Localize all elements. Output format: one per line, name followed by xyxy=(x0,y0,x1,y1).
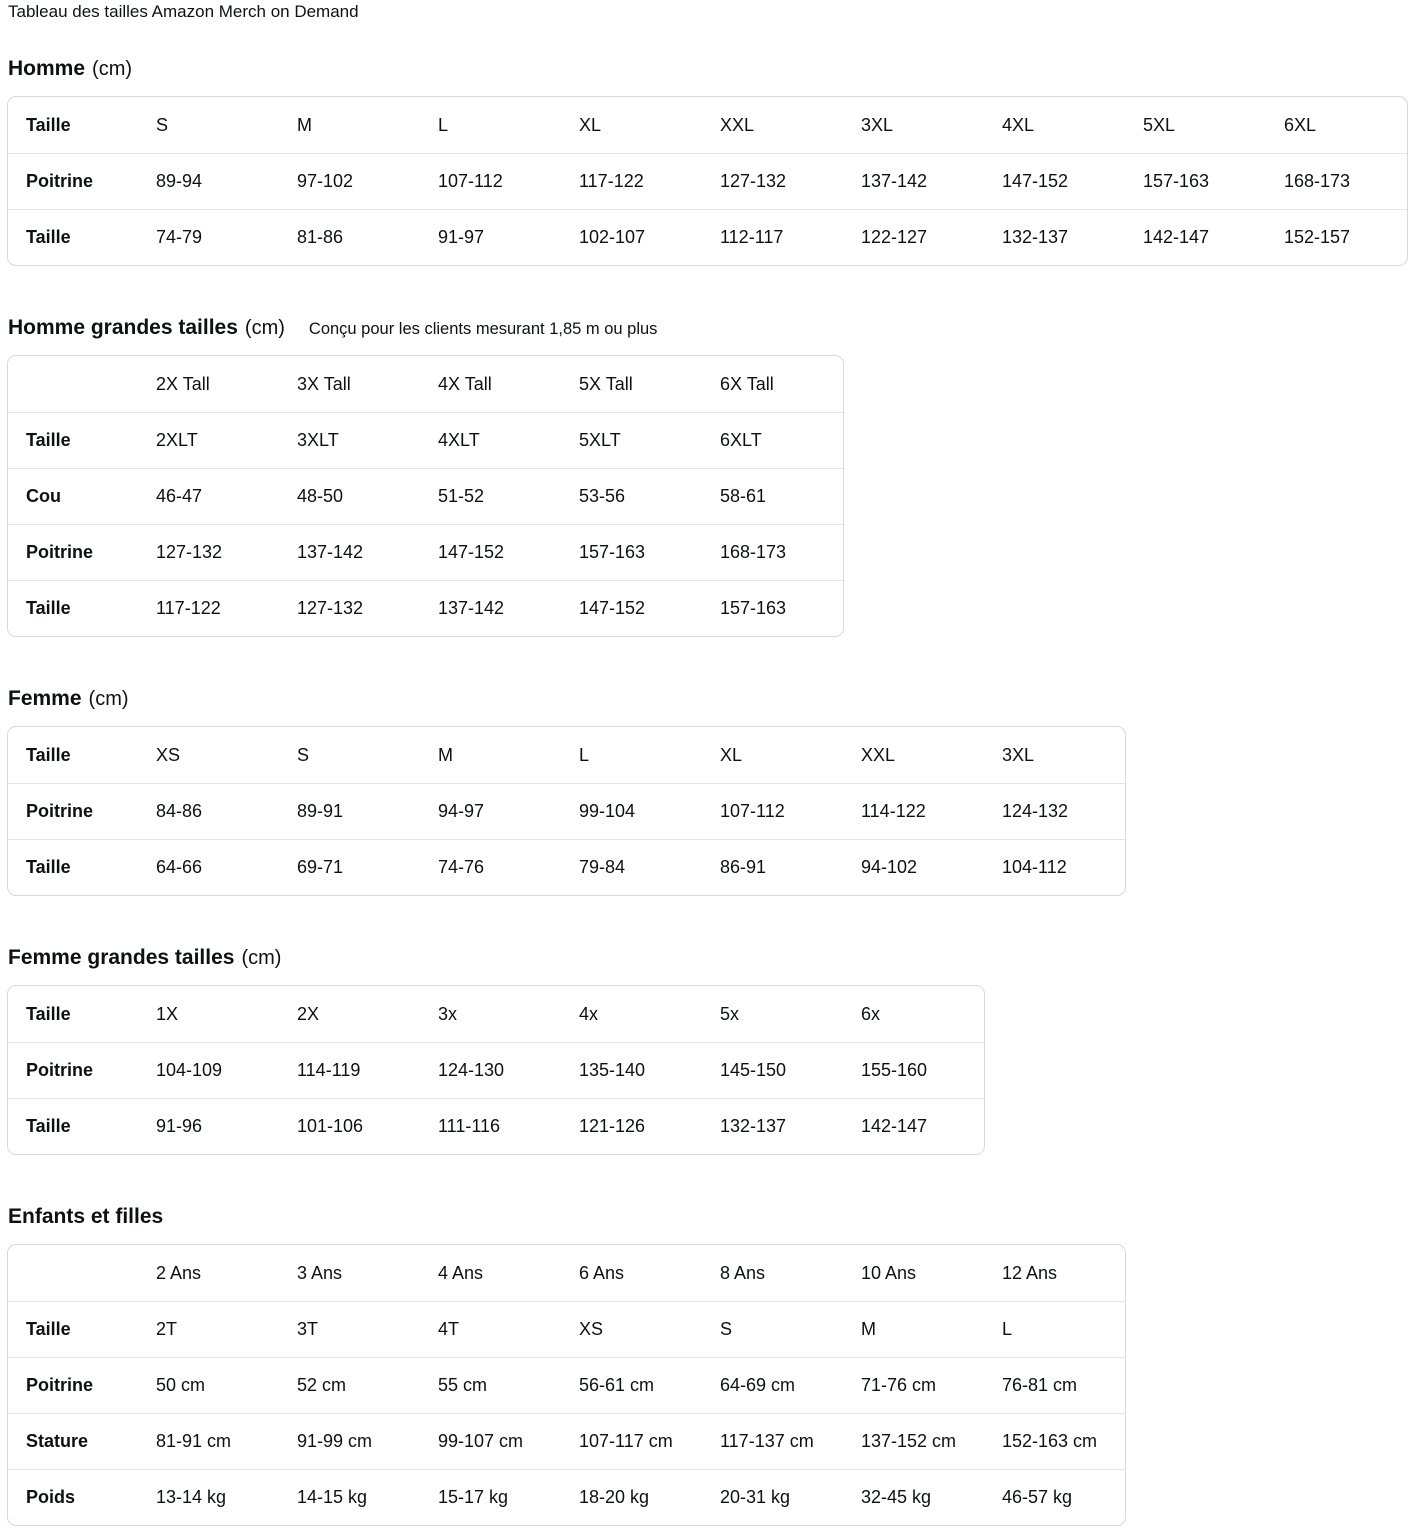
data-cell: 32-45 kg xyxy=(843,1469,984,1525)
page-title: Tableau des tailles Amazon Merch on Demand xyxy=(8,2,359,21)
data-cell: 137-142 xyxy=(843,153,984,209)
table-row xyxy=(8,1301,1125,1357)
row-label-cell: Poids xyxy=(8,1469,138,1525)
data-cell: 55 cm xyxy=(420,1357,561,1413)
size-table-homme xyxy=(7,96,1408,266)
data-cell: 64-69 cm xyxy=(702,1357,843,1413)
section-title: Femme xyxy=(8,687,82,710)
table-row xyxy=(8,1469,1125,1525)
data-cell: 137-152 cm xyxy=(843,1413,984,1469)
size-table-enfants-et-filles xyxy=(7,1244,1126,1526)
data-cell: 135-140 xyxy=(561,1042,702,1098)
column-header-cell: L xyxy=(579,744,590,765)
data-cell: 157-163 xyxy=(702,580,843,636)
table-row xyxy=(8,783,1125,839)
column-header-cell: 6x xyxy=(861,1003,881,1024)
row-label-cell: Poitrine xyxy=(8,524,138,580)
data-cell: 112-117 xyxy=(702,209,843,265)
data-cell: 20-31 kg xyxy=(702,1469,843,1525)
column-header-cell: 5X Tall xyxy=(579,373,633,394)
data-cell: 107-112 xyxy=(420,153,561,209)
data-cell: 152-163 cm xyxy=(984,1413,1125,1469)
column-header-cell: XL xyxy=(579,114,602,135)
data-cell: 168-173 xyxy=(702,524,843,580)
column-header-cell: M xyxy=(438,744,453,765)
table-row xyxy=(8,580,843,636)
table-header-row xyxy=(8,727,1125,783)
row-label-cell: Taille xyxy=(26,1003,71,1024)
column-header-cell: 2X Tall xyxy=(156,373,210,394)
column-header-cell: 6XL xyxy=(1284,114,1317,135)
data-cell: 137-142 xyxy=(420,580,561,636)
data-cell: 121-126 xyxy=(561,1098,702,1154)
table-row xyxy=(8,1413,1125,1469)
data-cell: 86-91 xyxy=(702,839,843,895)
column-header-cell: 2X xyxy=(297,1003,320,1024)
data-cell: 46-47 xyxy=(138,468,279,524)
data-cell: 155-160 xyxy=(843,1042,984,1098)
column-header-cell: 4XL xyxy=(1002,114,1035,135)
data-cell: 4XLT xyxy=(420,412,561,468)
section-title: Femme grandes tailles xyxy=(8,946,235,969)
table-row xyxy=(8,209,1407,265)
data-cell: M xyxy=(843,1301,984,1357)
data-cell: XS xyxy=(561,1301,702,1357)
data-cell: 127-132 xyxy=(138,524,279,580)
data-cell: 132-137 xyxy=(984,209,1125,265)
table-header-row xyxy=(8,986,984,1042)
section-title-unit: (cm) xyxy=(92,58,133,80)
data-cell: 4T xyxy=(420,1301,561,1357)
table-row xyxy=(8,153,1407,209)
data-cell: 18-20 kg xyxy=(561,1469,702,1525)
column-header-cell: 6 Ans xyxy=(579,1262,625,1283)
data-cell: 91-96 xyxy=(138,1098,279,1154)
table-row xyxy=(8,1357,1125,1413)
data-cell: 117-137 cm xyxy=(702,1413,843,1469)
section-title-unit: (cm) xyxy=(244,317,285,339)
data-cell: 107-117 cm xyxy=(561,1413,702,1469)
data-cell: 50 cm xyxy=(138,1357,279,1413)
data-cell: 69-71 xyxy=(279,839,420,895)
column-header-cell: 4x xyxy=(579,1003,599,1024)
data-cell: 56-61 cm xyxy=(561,1357,702,1413)
data-cell: 15-17 kg xyxy=(420,1469,561,1525)
data-cell: 104-109 xyxy=(138,1042,279,1098)
data-cell: 6XLT xyxy=(702,412,843,468)
section-subtitle: Conçu pour les clients mesurant 1,85 m ou plus xyxy=(308,320,658,338)
column-header-cell: 5XL xyxy=(1143,114,1176,135)
data-cell: 127-132 xyxy=(702,153,843,209)
column-header-cell: XL xyxy=(720,744,743,765)
section-heading-enfants-et-filles xyxy=(7,1204,1410,1229)
column-header-cell: XXL xyxy=(861,744,896,765)
column-header-cell: 12 Ans xyxy=(1002,1262,1058,1283)
data-cell: 157-163 xyxy=(561,524,702,580)
data-cell: 3T xyxy=(279,1301,420,1357)
data-cell: 117-122 xyxy=(561,153,702,209)
data-cell: 76-81 cm xyxy=(984,1357,1125,1413)
table-row xyxy=(8,468,843,524)
size-table xyxy=(8,356,843,636)
data-cell: 74-79 xyxy=(138,209,279,265)
row-label-cell: Taille xyxy=(8,1098,138,1154)
row-label-cell: Taille xyxy=(8,839,138,895)
data-cell: 99-104 xyxy=(561,783,702,839)
data-cell: 53-56 xyxy=(561,468,702,524)
column-header-cell: XS xyxy=(156,744,181,765)
data-cell: 117-122 xyxy=(138,580,279,636)
data-cell: 64-66 xyxy=(138,839,279,895)
data-cell: S xyxy=(702,1301,843,1357)
data-cell: 81-91 cm xyxy=(138,1413,279,1469)
row-label-cell: Taille xyxy=(8,209,138,265)
data-cell: 147-152 xyxy=(420,524,561,580)
data-cell: 152-157 xyxy=(1266,209,1407,265)
row-label-cell: Stature xyxy=(8,1413,138,1469)
data-cell: 89-91 xyxy=(279,783,420,839)
data-cell: 3XLT xyxy=(279,412,420,468)
data-cell: 111-116 xyxy=(420,1098,561,1154)
data-cell: 94-97 xyxy=(420,783,561,839)
section-heading-femme-grandes-tailles xyxy=(7,945,1410,970)
row-label-cell: Poitrine xyxy=(8,1357,138,1413)
row-label-cell: Poitrine xyxy=(8,1042,138,1098)
data-cell: 145-150 xyxy=(702,1042,843,1098)
row-label-cell: Cou xyxy=(8,468,138,524)
column-header-cell: 3XL xyxy=(1002,744,1035,765)
data-cell: 51-52 xyxy=(420,468,561,524)
data-cell: 79-84 xyxy=(561,839,702,895)
column-header-cell: S xyxy=(297,744,310,765)
column-header-cell: 2 Ans xyxy=(156,1262,202,1283)
data-cell: 142-147 xyxy=(1125,209,1266,265)
column-header-cell: M xyxy=(297,114,312,135)
table-row xyxy=(8,839,1125,895)
data-cell: 94-102 xyxy=(843,839,984,895)
section-heading-homme-grandes-tailles xyxy=(7,315,1410,340)
data-cell: 58-61 xyxy=(702,468,843,524)
column-header-cell: 5x xyxy=(720,1003,740,1024)
column-header-cell: 1X xyxy=(156,1003,179,1024)
data-cell: 2T xyxy=(138,1301,279,1357)
row-label-cell xyxy=(8,1245,138,1301)
column-header-cell: 3x xyxy=(438,1003,458,1024)
section-title-unit: (cm) xyxy=(88,688,129,710)
table-row xyxy=(8,1042,984,1098)
row-label-cell: Taille xyxy=(8,1301,138,1357)
data-cell: 101-106 xyxy=(279,1098,420,1154)
row-label-cell: Poitrine xyxy=(8,783,138,839)
data-cell: 74-76 xyxy=(420,839,561,895)
data-cell: 91-97 xyxy=(420,209,561,265)
row-label-cell: Taille xyxy=(26,744,71,765)
size-table-femme xyxy=(7,726,1126,896)
column-header-cell: S xyxy=(156,114,169,135)
column-header-cell: L xyxy=(438,114,449,135)
data-cell: L xyxy=(984,1301,1125,1357)
data-cell: 124-132 xyxy=(984,783,1125,839)
size-table-homme-grandes-tailles xyxy=(7,355,844,637)
data-cell: 14-15 kg xyxy=(279,1469,420,1525)
column-header-cell: 4 Ans xyxy=(438,1262,484,1283)
data-cell: 81-86 xyxy=(279,209,420,265)
section-homme xyxy=(7,56,1410,271)
section-enfants-et-filles xyxy=(7,1204,1410,1531)
table-row xyxy=(8,524,843,580)
data-cell: 114-119 xyxy=(279,1042,420,1098)
data-cell: 104-112 xyxy=(984,839,1125,895)
table-header-row xyxy=(8,1245,1125,1301)
data-cell: 46-57 kg xyxy=(984,1469,1125,1525)
data-cell: 147-152 xyxy=(561,580,702,636)
section-title: Homme xyxy=(8,57,86,80)
table-row xyxy=(8,1098,984,1154)
table-header-row xyxy=(8,356,843,412)
data-cell: 107-112 xyxy=(702,783,843,839)
size-table xyxy=(8,1245,1125,1525)
data-cell: 97-102 xyxy=(279,153,420,209)
data-cell: 157-163 xyxy=(1125,153,1266,209)
data-cell: 127-132 xyxy=(279,580,420,636)
data-cell: 137-142 xyxy=(279,524,420,580)
row-label-cell: Taille xyxy=(8,412,138,468)
column-header-cell: 6X Tall xyxy=(720,373,774,394)
data-cell: 147-152 xyxy=(984,153,1125,209)
row-label-cell: Taille xyxy=(26,114,71,135)
size-table-femme-grandes-tailles xyxy=(7,985,985,1155)
table-row xyxy=(8,412,843,468)
data-cell: 122-127 xyxy=(843,209,984,265)
data-cell: 99-107 cm xyxy=(420,1413,561,1469)
data-cell: 142-147 xyxy=(843,1098,984,1154)
section-title: Homme grandes tailles xyxy=(8,316,238,339)
section-title-unit: (cm) xyxy=(241,947,282,969)
size-table xyxy=(8,727,1125,895)
row-label-cell: Poitrine xyxy=(8,153,138,209)
data-cell: 91-99 cm xyxy=(279,1413,420,1469)
data-cell: 5XLT xyxy=(561,412,702,468)
data-cell: 13-14 kg xyxy=(138,1469,279,1525)
column-header-cell: 8 Ans xyxy=(720,1262,766,1283)
row-label-cell: Taille xyxy=(8,580,138,636)
data-cell: 168-173 xyxy=(1266,153,1407,209)
column-header-cell: XXL xyxy=(720,114,755,135)
data-cell: 71-76 cm xyxy=(843,1357,984,1413)
section-femme-grandes-tailles xyxy=(7,945,1410,1160)
column-header-cell: 3 Ans xyxy=(297,1262,343,1283)
size-chart-sections xyxy=(7,56,1410,1531)
section-heading-homme xyxy=(7,56,1410,81)
data-cell: 2XLT xyxy=(138,412,279,468)
data-cell: 114-122 xyxy=(843,783,984,839)
column-header-cell: 3X Tall xyxy=(297,373,351,394)
data-cell: 124-130 xyxy=(420,1042,561,1098)
column-header-cell: 4X Tall xyxy=(438,373,492,394)
section-femme xyxy=(7,686,1410,901)
size-table xyxy=(8,986,984,1154)
data-cell: 132-137 xyxy=(702,1098,843,1154)
table-header-row xyxy=(8,97,1407,153)
data-cell: 48-50 xyxy=(279,468,420,524)
size-table xyxy=(8,97,1407,265)
data-cell: 102-107 xyxy=(561,209,702,265)
data-cell: 84-86 xyxy=(138,783,279,839)
data-cell: 89-94 xyxy=(138,153,279,209)
row-label-cell xyxy=(8,356,138,412)
section-homme-grandes-tailles xyxy=(7,315,1410,642)
section-title: Enfants et filles xyxy=(8,1205,164,1228)
section-heading-femme xyxy=(7,686,1410,711)
column-header-cell: 10 Ans xyxy=(861,1262,917,1283)
column-header-cell: 3XL xyxy=(861,114,894,135)
data-cell: 52 cm xyxy=(279,1357,420,1413)
